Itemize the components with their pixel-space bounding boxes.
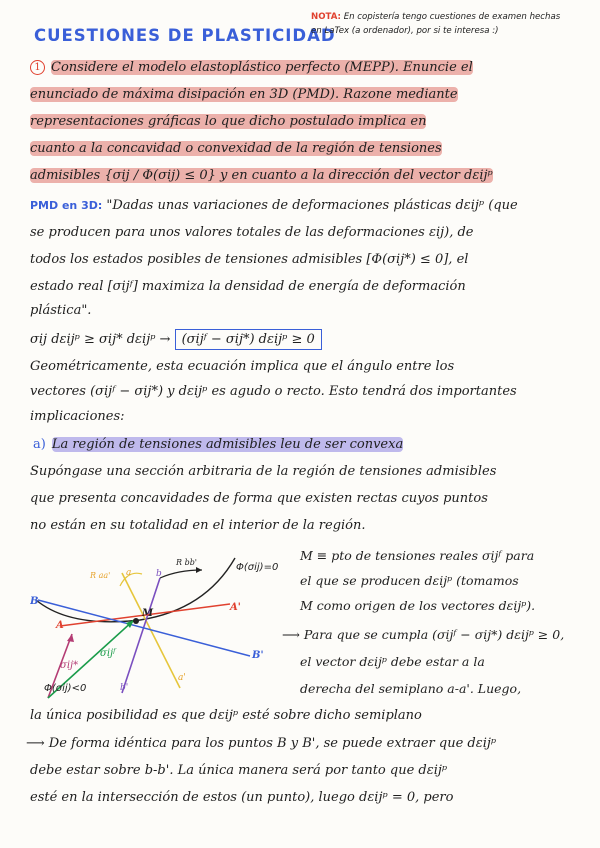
label-angle-bb: R bb' [176, 558, 198, 567]
formula-left: σij dεijᵖ ≥ σij* dεijᵖ → [30, 332, 171, 347]
label-Ap: A' [230, 602, 241, 613]
geom-text-3: implicaciones: [30, 409, 125, 424]
label-ap: a' [178, 673, 186, 683]
bottom-text-2: ⟶ De forma idéntica para los puntos B y B', se puede extraer que dεijᵖ [26, 736, 497, 751]
label-phi-bottom: Φ(σij)<0 [44, 683, 87, 694]
label-M: M [142, 608, 154, 619]
pmd-text-1: "Dadas unas variaciones de deformaciones plásticas dεijᵖ (que [106, 198, 518, 213]
note-label: NOTA: [311, 12, 341, 22]
label-A: A [56, 620, 64, 631]
note [311, 10, 560, 38]
label-sigma-f: σijᶠ [100, 648, 116, 659]
label-b: b [156, 569, 162, 579]
section-a-text-3: no están en su totalidad en el interior de la región. [30, 518, 366, 533]
bottom-text-4: esté en la intersección de estos (un punto), luego dεijᵖ = 0, pero [30, 790, 454, 805]
bottom-text-3: debe estar sobre b-b'. La única manera será por tanto que dεijᵖ [30, 763, 448, 778]
yield-surface-curve [36, 558, 235, 622]
label-bp: b' [120, 683, 129, 693]
formula-row [30, 332, 322, 347]
label-Bp: B' [252, 650, 264, 661]
label-phi-top: Φ(σij)=0 [236, 562, 279, 573]
pmd-line-1 [30, 198, 518, 213]
question-text-1: Considere el modelo elastoplástico perfecto (MEPP). Enuncie el [51, 60, 473, 75]
side-text-1: M ≡ pto de tensiones reales σijᶠ para [300, 548, 535, 563]
note-text-2: en LaTex (a ordenador), por si te interesa :) [311, 26, 499, 36]
label-sigma-star: σij* [60, 660, 79, 671]
question-text-4: cuanto a la concavidad o convexidad de la región de tensiones [30, 141, 442, 156]
side-text-4: ⟶ Para que se cumpla (σijᶠ − σij*) dεijᵖ ≥ 0, [282, 627, 565, 642]
bottom-text-1: la única posibilidad es que dεijᵖ esté sobre dicho semiplano [30, 708, 422, 723]
question-text-3: representaciones gráficas lo que dicho postulado implica en [30, 114, 427, 129]
formula-box: (σijᶠ − σij*) dεijᵖ ≥ 0 [175, 329, 322, 350]
side-text-2: el que se producen dεijᵖ (tomamos [300, 573, 519, 588]
pmd-text-3: todos los estados posibles de tensiones admisibles [Φ(σij*) ≤ 0], el [30, 252, 469, 267]
section-a-heading-row [33, 437, 403, 452]
section-a-letter: a) [33, 437, 46, 452]
pmd-text-5: plástica". [30, 303, 92, 318]
page-title: CUESTIONES DE PLASTICIDAD [34, 26, 336, 45]
label-a: a [126, 568, 132, 578]
section-a-text-1: Supóngase una sección arbitraria de la región de tensiones admisibles [30, 464, 497, 479]
convexity-diagram [30, 548, 290, 703]
point-M [133, 618, 139, 624]
section-a-text-2: que presenta concavidades de forma que existen rectas cuyos puntos [30, 491, 488, 506]
geom-text-1: Geométricamente, esta ecuación implica que el ángulo entre los [30, 359, 455, 374]
pmd-text-2: se producen para unos valores totales de las deformaciones εij), de [30, 225, 474, 240]
question-number: 1 [30, 60, 45, 75]
note-text-1: En copistería tengo cuestiones de examen hechas [343, 12, 561, 22]
pmd-label: PMD en 3D: [30, 199, 103, 212]
pmd-text-4: estado real [σijᶠ] maximiza la densidad de energía de deformación [30, 279, 466, 294]
question-line-1 [30, 60, 473, 75]
label-B: B [30, 596, 39, 607]
section-a-heading: La región de tensiones admisibles leu de ser convexa [51, 437, 404, 452]
question-text-2: enunciado de máxima disipación en 3D (PMD). Razone mediante [30, 87, 458, 102]
question-text-5: admisibles {σij / Φ(σij) ≤ 0} y en cuanto a la dirección del vector dεijᵖ [30, 168, 493, 183]
side-text-6: derecha del semiplano a-a'. Luego, [300, 681, 522, 696]
side-text-3: M como origen de los vectores dεijᵖ). [300, 598, 536, 613]
label-angle-aa: R aa' [90, 571, 111, 580]
geom-text-2: vectores (σijᶠ − σij*) y dεijᵖ es agudo o recto. Esto tendrá dos importantes [30, 384, 517, 399]
side-text-5: el vector dεijᵖ debe estar a la [300, 654, 485, 669]
